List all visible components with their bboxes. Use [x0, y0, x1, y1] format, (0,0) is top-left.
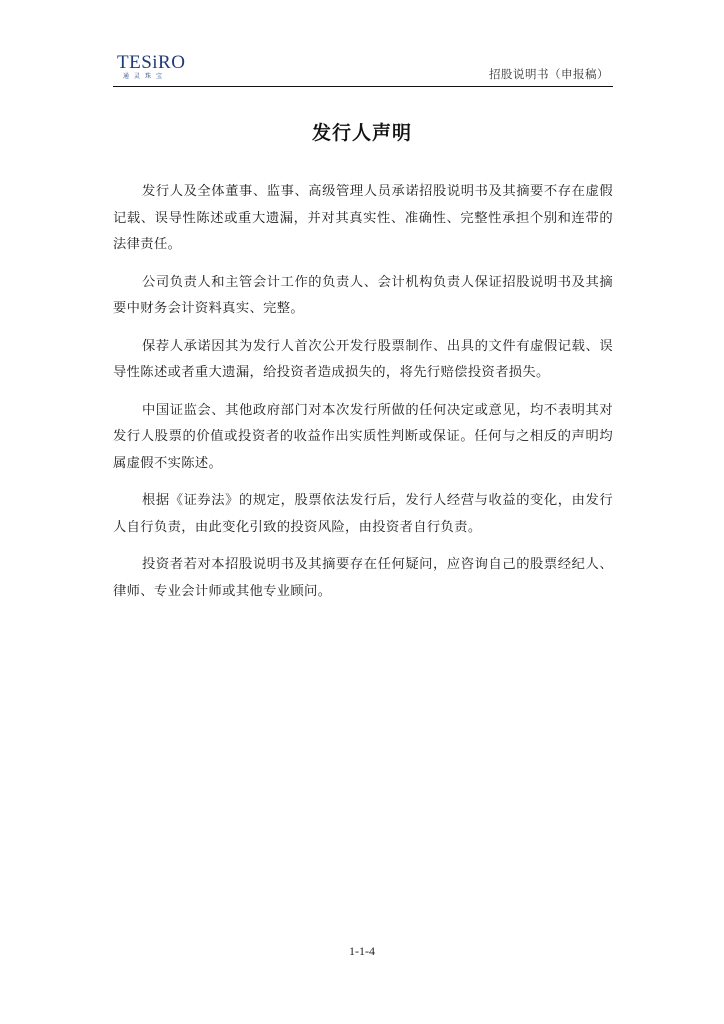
page-title: 发行人声明 — [311, 122, 412, 144]
paragraph: 投资者若对本招股说明书及其摘要存在任何疑问，应咨询自己的股票经纪人、律师、专业会计师或其他专业顾问。 — [113, 557, 613, 599]
paragraph: 中国证监会、其他政府部门对本次发行所做的任何决定或意见，均不表明其对发行人股票的价值或投资者的收益作出实质性判断或保证。任何与之相反的声明均属虚假不实陈述。 — [113, 402, 613, 471]
document-label: 招股说明书（申报稿） — [489, 67, 609, 81]
paragraph: 保荐人承诺因其为发行人首次公开发行股票制作、出具的文件有虚假记载、误导性陈述或者重大遗漏，给投资者造成损失的，将先行赔偿投资者损失。 — [113, 338, 613, 380]
paragraph: 公司负责人和主管会计工作的负责人、会计机构负责人保证招股说明书及其摘要中财务会计资料真实、完整。 — [113, 274, 613, 316]
logo-subtext: 通灵珠宝 — [123, 73, 168, 80]
company-logo — [117, 53, 197, 85]
header-divider — [113, 86, 613, 87]
page-number: 1-1-4 — [349, 944, 375, 958]
statement-body — [113, 179, 613, 616]
logo-wordmark: TESiRO — [117, 52, 186, 73]
paragraph: 根据《证券法》的规定，股票依法发行后，发行人经营与收益的变化，由发行人自行负责，由此变化引致的投资风险，由投资者自行负责。 — [113, 493, 613, 535]
paragraph: 发行人及全体董事、监事、高级管理人员承诺招股说明书及其摘要不存在虚假记载、误导性陈述或重大遗漏，并对其真实性、准确性、完整性承担个别和连带的法律责任。 — [113, 184, 613, 252]
